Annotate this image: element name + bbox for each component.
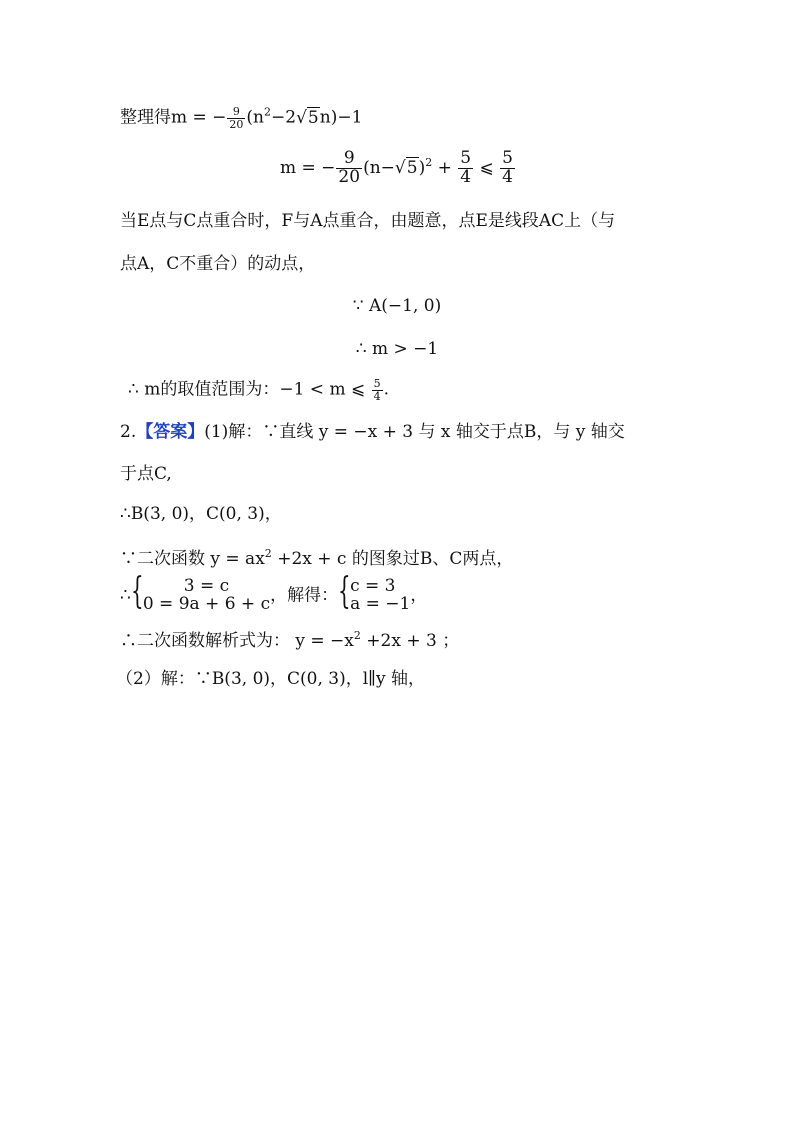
formula-line-2 — [280, 150, 516, 187]
text: ∴ — [120, 585, 131, 606]
text-line-3: 当E点与C点重合时，F与A点重合，由题意，点E是线段AC上（与 — [120, 211, 616, 231]
exponent: 2 — [425, 155, 433, 169]
equation-system — [130, 571, 271, 614]
equation-row: a = −1 — [350, 593, 411, 614]
text-line-5: ∵ A(−1, 0) — [352, 296, 442, 316]
formula-line-12 — [120, 571, 428, 614]
text: ，解得： — [270, 585, 339, 606]
radicand: 5 — [406, 157, 418, 178]
text: +2x + c 的图象过B、C两点， — [271, 549, 514, 569]
text-line-4: 点A，C不重合）的动点， — [120, 254, 316, 274]
formula-line-11 — [120, 548, 513, 568]
answer-line-8 — [120, 424, 625, 441]
sqrt: √5 — [394, 157, 418, 178]
text: +2x + 3 ； — [360, 631, 460, 651]
text-line-6: ∴ m > −1 — [355, 339, 439, 359]
numerator: 5 — [460, 148, 472, 168]
brace-icon: { — [338, 571, 351, 612]
fraction — [372, 378, 383, 402]
fraction — [227, 106, 245, 130]
formula-line-13 — [120, 630, 459, 650]
equation-row: 3 = c — [183, 576, 230, 596]
text: ) — [418, 157, 426, 178]
denominator: 20 — [338, 166, 361, 187]
denominator: 20 — [229, 117, 244, 131]
text: ⩽ — [474, 157, 500, 178]
text: 整理得m = — [120, 107, 213, 128]
text: − — [212, 107, 227, 128]
question-number: 2. — [120, 422, 137, 442]
text-line-9: 于点C, — [120, 464, 172, 484]
formula-line-7 — [128, 378, 389, 402]
text: n)−1 — [319, 107, 363, 128]
brace-icon: { — [130, 571, 144, 612]
exponent: 2 — [264, 105, 272, 119]
text: ∴二次函数解析式为： y = −x — [120, 631, 354, 651]
text-line-14: （2）解：∵B(3, 0)，C(0, 3)，l∥y 轴， — [116, 669, 426, 689]
denominator: 4 — [460, 166, 472, 187]
sqrt: √5 — [296, 107, 319, 128]
text: (n — [246, 107, 265, 128]
denominator: 4 — [502, 166, 513, 187]
numerator: 9 — [336, 150, 362, 169]
fraction — [336, 150, 362, 187]
text: (n− — [363, 157, 395, 178]
equation-row: 0 = 9a + 6 + c — [142, 593, 271, 614]
text-line-10: ∴B(3, 0)，C(0, 3)， — [120, 504, 282, 524]
exponent: 2 — [264, 547, 272, 560]
answer-tag: 【答案】 — [136, 422, 205, 442]
denominator: 4 — [373, 389, 381, 403]
text: . — [383, 379, 390, 400]
text: ∴ m的取值范围为：−1 < m ⩽ — [128, 379, 371, 400]
fraction — [458, 150, 473, 187]
exponent: 2 — [353, 629, 361, 642]
text: + — [432, 157, 458, 178]
text: m = − — [280, 157, 336, 178]
fraction — [500, 150, 515, 187]
text: −2 — [271, 107, 297, 128]
solution-system — [338, 571, 411, 614]
numerator: 5 — [373, 377, 381, 390]
radicand: 5 — [307, 107, 319, 128]
equation-row: c = 3 — [350, 576, 396, 596]
text: ∵二次函数 y = ax — [120, 549, 265, 569]
formula-line-1 — [120, 106, 362, 130]
numerator: 5 — [502, 148, 513, 168]
text: ， — [410, 585, 428, 606]
text: (1)解：∵直线 y = −x + 3 与 x 轴交于点B，与 y 轴交 — [204, 422, 625, 442]
numerator: 9 — [227, 106, 245, 119]
